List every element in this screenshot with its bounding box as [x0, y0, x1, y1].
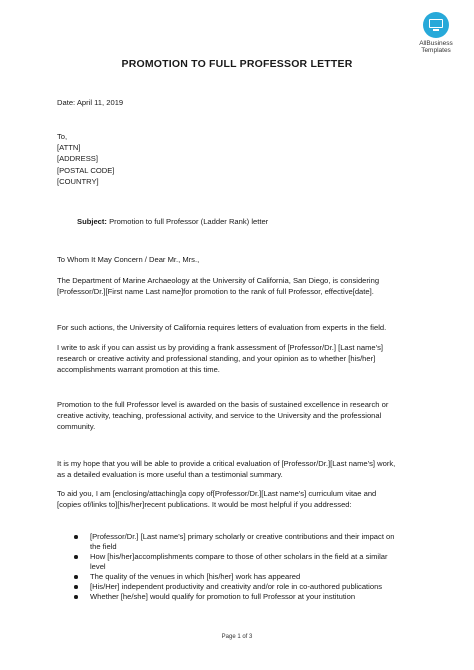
bullet-icon	[74, 575, 78, 579]
salutation: To Whom It May Concern / Dear Mr., Mrs.,	[57, 255, 200, 264]
evaluation-criteria-list	[72, 532, 432, 602]
list-item-text: [Professor/Dr.] [Last name's] primary scholarly or creative contributions and their impact on	[90, 532, 395, 541]
bullet-icon	[74, 595, 78, 599]
paragraph-line: Promotion to the full Professor level is awarded on the basis of sustained excellence in research or	[57, 400, 389, 409]
list-item	[72, 552, 432, 572]
paragraph-line: For such actions, the University of California requires letters of evaluation from experts in the field.	[57, 323, 387, 332]
address-line: To,	[57, 132, 68, 141]
paragraph-enclosures	[57, 488, 427, 510]
bullet-icon	[74, 585, 78, 589]
document-title: PROMOTION TO FULL PROFESSOR LETTER	[121, 58, 353, 70]
list-item	[72, 592, 432, 602]
list-item	[72, 582, 432, 592]
list-item-text: the field	[90, 542, 117, 551]
page-footer: Page 1 of 3	[221, 634, 253, 640]
address-line: [ATTN]	[57, 143, 81, 153]
list-item-text: The quality of the venues in which [his/her] work has appeared	[90, 572, 301, 581]
bullet-icon	[74, 535, 78, 539]
list-item-text: Whether [he/she] would qualify for promotion to full Professor at your institution	[90, 592, 356, 601]
list-item-text: How [his/her]accomplishments compare to those of other scholars in the field at a similar	[90, 552, 388, 561]
logo-text-line2: Templates	[421, 47, 451, 54]
paragraph-line: as a detailed evaluation is more useful than a testimonial summary.	[57, 470, 283, 480]
address-line: [COUNTRY]	[57, 176, 99, 186]
subject-text: Promotion to full Professor (Ladder Rank) letter	[106, 217, 269, 226]
paragraph-line: [Professor/Dr.][First name Last name]for promotion to the rank of full Professor, effective[date].	[57, 287, 374, 297]
address-line: [POSTAL CODE]	[57, 165, 115, 175]
paragraph-hope	[57, 458, 427, 480]
paragraph-line: [copies of/links to][his/her]recent publications. It would be most helpful if you addressed:	[57, 500, 352, 510]
paragraph-line: creative activity, teaching, professional activity, and service to the University and the professional	[57, 411, 382, 421]
list-item	[72, 532, 432, 552]
paragraph-promotion-basis	[57, 399, 427, 433]
bullet-icon	[74, 555, 78, 559]
paragraph-line: community.	[57, 422, 96, 432]
paragraph-line: The Department of Marine Archaeology at the University of California, San Diego, is considering	[57, 276, 380, 285]
paragraph-line: To aid you, I am [enclosing/attaching]a copy of[Professor/Dr.][Last name's] curriculum vitae and	[57, 489, 377, 498]
list-item-text: [His/Her] independent productivity and creativity and/or role in co-authored publications	[90, 582, 383, 591]
paragraph-department	[57, 275, 427, 297]
paragraph-line: research or creative activity and professional standing, and your opinion as to whether [his/her]	[57, 354, 376, 364]
paragraph-line: I write to ask if you can assist us by providing a frank assessment of [Professor/Dr.] [Last name's]	[57, 343, 384, 352]
letter-date: Date: April 11, 2019	[57, 98, 124, 107]
list-item	[72, 572, 432, 582]
address-line: [ADDRESS]	[57, 154, 98, 164]
paragraph-line: It is my hope that you will be able to provide a critical evaluation of [Professor/Dr.][Last name's] work,	[57, 459, 396, 468]
logo-text-line1: AllBusiness	[419, 40, 453, 47]
subject-line	[77, 216, 268, 227]
list-item-text: level	[90, 562, 106, 571]
paragraph-line: accomplishments warrant promotion at this time.	[57, 365, 220, 375]
subject-label: Subject:	[77, 217, 107, 226]
paragraph-requirements	[57, 322, 427, 333]
recipient-address	[57, 131, 427, 187]
paragraph-request	[57, 342, 427, 376]
monitor-icon	[423, 12, 449, 38]
allbusiness-templates-logo	[412, 12, 460, 54]
